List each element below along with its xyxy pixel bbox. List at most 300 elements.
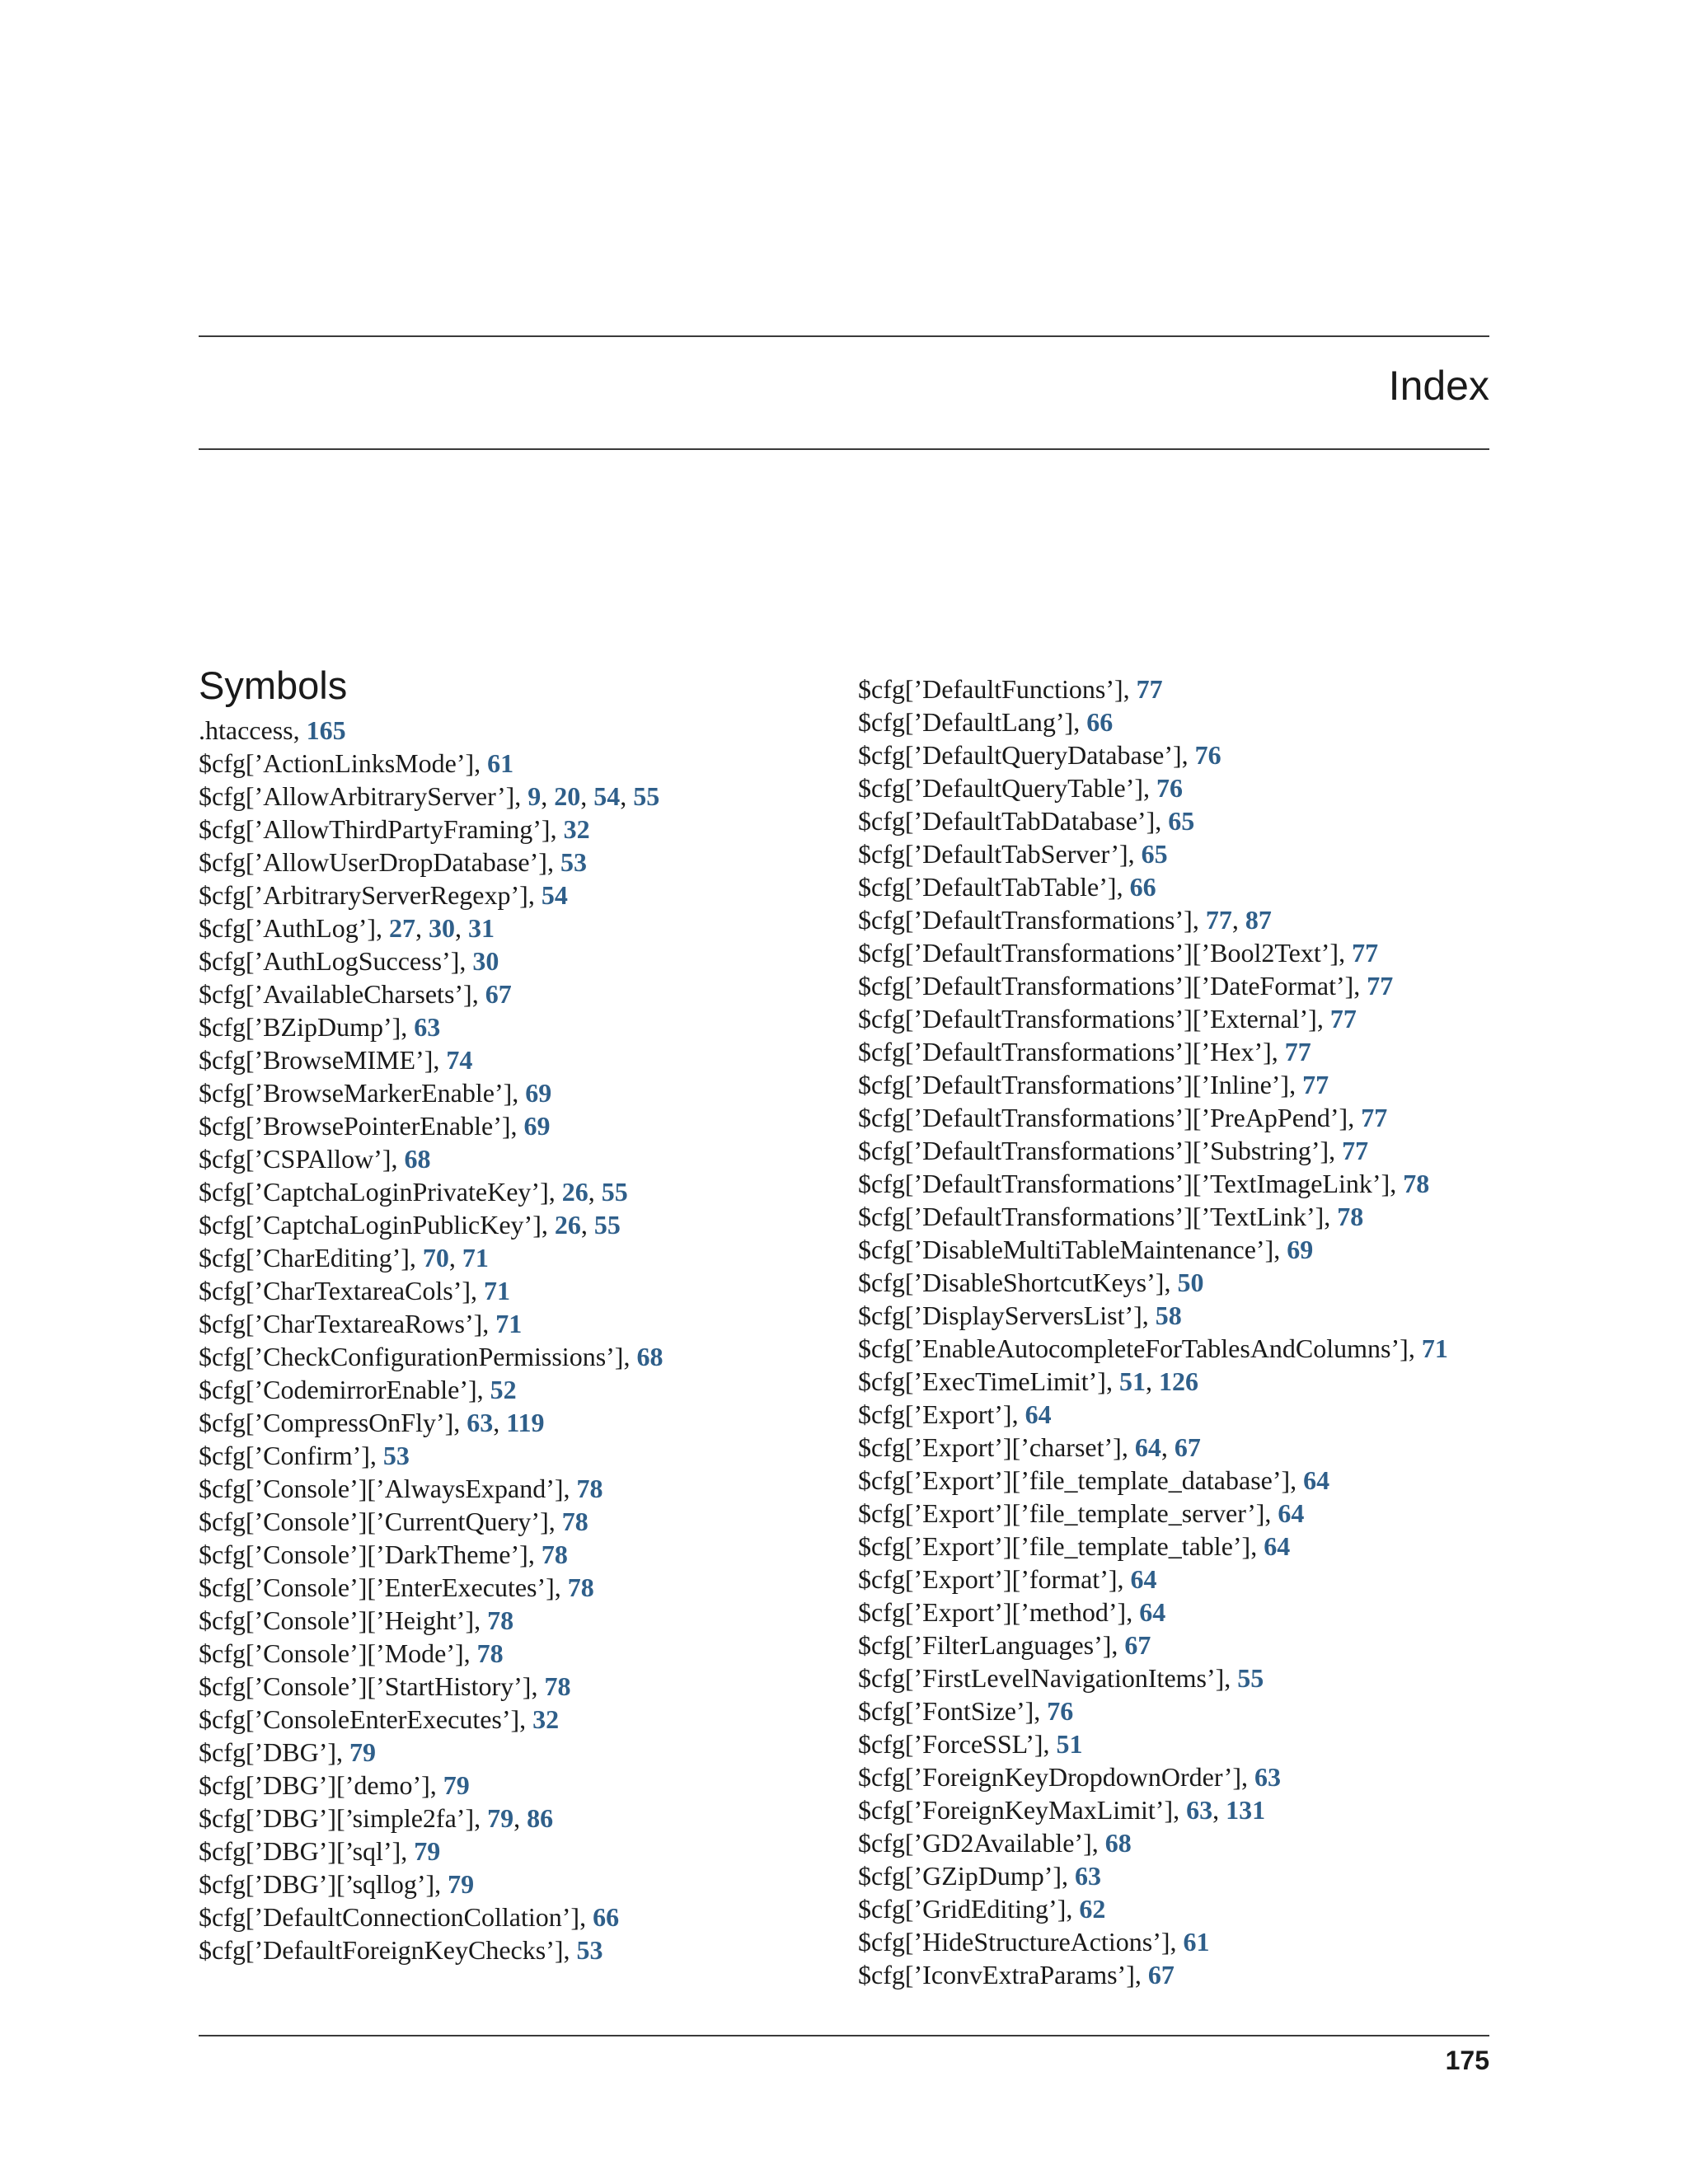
page-link[interactable]: 64 <box>1278 1498 1305 1528</box>
page-link[interactable]: 77 <box>1367 971 1394 1001</box>
page-link[interactable]: 76 <box>1194 740 1221 770</box>
index-entry: $cfg[’CodemirrorEnable’], 52 <box>199 1375 517 1404</box>
page-link[interactable]: 64 <box>1139 1597 1166 1627</box>
page-references <box>490 1375 517 1404</box>
index-term: $cfg[’Console’][’DarkTheme’] <box>199 1540 528 1569</box>
index-term: $cfg[’AuthLog’] <box>199 913 377 943</box>
index-entry: $cfg[’DefaultTabServer’], 65 <box>858 839 1168 869</box>
page-link[interactable]: 55 <box>1237 1663 1264 1693</box>
page-references <box>472 946 499 976</box>
index-entry: $cfg[’Console’][’DarkTheme’], 78 <box>199 1540 568 1569</box>
page-references <box>487 748 513 778</box>
page-references <box>1156 773 1183 803</box>
page-references: 9, 20, 54, 55 <box>528 781 660 811</box>
page-link[interactable]: 66 <box>593 1902 620 1932</box>
index-entry: $cfg[’ForeignKeyMaxLimit’], 63, 131 <box>858 1795 1266 1825</box>
index-term: $cfg[’ArbitraryServerRegexp’] <box>199 880 528 910</box>
page-link[interactable]: 65 <box>1168 806 1195 836</box>
index-term: $cfg[’AuthLogSuccess’] <box>199 946 460 976</box>
index-term: $cfg[’DBG’][’simple2fa’] <box>199 1803 475 1833</box>
page-references <box>560 847 587 877</box>
page-references <box>564 814 590 844</box>
page-link[interactable]: 76 <box>1047 1696 1074 1726</box>
page-link[interactable]: 70 <box>422 1243 449 1272</box>
index-entry: $cfg[’Confirm’], 53 <box>199 1441 410 1470</box>
index-entry: $cfg[’DisableShortcutKeys’], 50 <box>858 1268 1204 1297</box>
index-entry: $cfg[’CheckConfigurationPermissions’], 68 <box>199 1342 663 1371</box>
index-term: $cfg[’DefaultFunctions’] <box>858 674 1123 704</box>
page-link[interactable]: 71 <box>484 1276 511 1305</box>
index-term: $cfg[’AllowUserDropDatabase’] <box>199 847 547 877</box>
page-link[interactable]: 78 <box>1337 1202 1364 1231</box>
index-entry: $cfg[’DisableMultiTableMaintenance’], 69 <box>858 1235 1314 1264</box>
page-references <box>1057 1729 1083 1759</box>
page-link[interactable]: 67 <box>1174 1432 1201 1462</box>
index-entry: $cfg[’FirstLevelNavigationItems’], 55 <box>858 1663 1264 1693</box>
page-link[interactable]: 78 <box>487 1605 514 1635</box>
index-entry: $cfg[’DefaultTransformations’][’DateFormat’], 77 <box>858 971 1394 1001</box>
page-link[interactable]: 66 <box>1129 872 1156 902</box>
page-references <box>1025 1399 1052 1429</box>
page-link[interactable]: 78 <box>576 1474 603 1503</box>
page-link[interactable]: 79 <box>448 1869 475 1899</box>
page-references: 79, 86 <box>487 1803 554 1833</box>
index-term: $cfg[’DefaultTransformations’][’Substring’] <box>858 1136 1329 1165</box>
page-link[interactable]: 79 <box>414 1836 441 1866</box>
page-link[interactable]: 27 <box>389 913 416 943</box>
page-link[interactable]: 77 <box>1329 1004 1357 1033</box>
page-link[interactable]: 64 <box>1134 1432 1161 1462</box>
page-link[interactable]: 63 <box>414 1012 441 1042</box>
page-link[interactable]: 52 <box>490 1375 517 1404</box>
index-term: $cfg[’BrowseMIME’] <box>199 1045 434 1075</box>
page-link[interactable]: 79 <box>349 1737 377 1767</box>
page-references <box>484 1276 510 1305</box>
page-references <box>1264 1531 1290 1561</box>
index-entry: $cfg[’EnableAutocompleteForTablesAndColumns’], 71 <box>858 1333 1448 1363</box>
page-link[interactable]: 79 <box>443 1770 470 1800</box>
page-references <box>1237 1663 1264 1693</box>
page-link[interactable]: 61 <box>1183 1927 1210 1957</box>
page-link[interactable]: 50 <box>1177 1268 1204 1297</box>
index-entry: $cfg[’DisplayServersList’], 58 <box>858 1301 1182 1330</box>
index-term: $cfg[’Export’][’file_template_server’] <box>858 1498 1265 1528</box>
index-entry: $cfg[’ArbitraryServerRegexp’], 54 <box>199 880 568 910</box>
index-term: $cfg[’DefaultConnectionCollation’] <box>199 1902 580 1932</box>
index-entry: $cfg[’GZipDump’], 63 <box>858 1861 1102 1891</box>
page-references: 63, 119 <box>467 1408 545 1437</box>
page-link[interactable]: 71 <box>1421 1333 1448 1363</box>
index-entry: $cfg[’DefaultTransformations’][’Bool2Text’], 77 <box>858 938 1379 968</box>
index-entry: $cfg[’CaptchaLoginPublicKey’], 26, 55 <box>199 1210 621 1240</box>
page-references <box>525 1078 551 1108</box>
page-link[interactable]: 76 <box>1156 773 1184 803</box>
page-references <box>414 1012 440 1042</box>
index-entry: $cfg[’DBG’][’demo’], 79 <box>199 1770 470 1800</box>
page-references <box>349 1737 376 1767</box>
index-term: $cfg[’CharTextareaCols’] <box>199 1276 471 1305</box>
page-link[interactable]: 68 <box>404 1144 431 1174</box>
index-entry: $cfg[’DefaultTransformations’][’Hex’], 77 <box>858 1037 1311 1066</box>
page-link[interactable]: 53 <box>382 1441 410 1470</box>
page-references <box>1130 872 1156 902</box>
page-references <box>443 1770 470 1800</box>
page-link[interactable]: 63 <box>1254 1762 1282 1792</box>
index-term: $cfg[’Export’][’charset’] <box>858 1432 1122 1462</box>
index-term: $cfg[’DefaultTabDatabase’] <box>858 806 1156 836</box>
page-references <box>1148 1960 1175 1990</box>
page-link[interactable]: 64 <box>1303 1465 1330 1495</box>
page-link[interactable]: 69 <box>1287 1235 1314 1264</box>
page-link[interactable]: 64 <box>1264 1531 1291 1561</box>
index-entry: $cfg[’CompressOnFly’], 63, 119 <box>199 1408 545 1437</box>
index-term: $cfg[’DisplayServersList’] <box>858 1301 1142 1330</box>
index-entry: $cfg[’CharTextareaCols’], 71 <box>199 1276 511 1305</box>
page-link[interactable]: 77 <box>1205 905 1232 935</box>
index-term: $cfg[’AllowArbitraryServer’] <box>199 781 515 811</box>
page-references <box>1285 1037 1311 1066</box>
index-term: $cfg[’DefaultTransformations’][’Hex’] <box>858 1037 1272 1066</box>
page-references <box>1303 1465 1329 1495</box>
page-references <box>1287 1235 1313 1264</box>
index-term: $cfg[’DefaultTransformations’][’External’] <box>858 1004 1317 1033</box>
index-term: $cfg[’DefaultQueryTable’] <box>858 773 1144 803</box>
title-rule <box>199 448 1489 450</box>
index-entry: $cfg[’DefaultLang’], 66 <box>858 707 1114 737</box>
index-column-left <box>199 714 825 1966</box>
page-link[interactable]: 77 <box>1361 1103 1388 1132</box>
index-entry: $cfg[’ExecTimeLimit’], 51, 126 <box>858 1366 1198 1396</box>
page-link[interactable]: 26 <box>561 1177 588 1207</box>
index-entry: $cfg[’DefaultQueryDatabase’], 76 <box>858 740 1221 770</box>
page-link[interactable]: 79 <box>487 1803 514 1833</box>
page-references <box>1079 1894 1105 1924</box>
page-link[interactable]: 87 <box>1245 905 1272 935</box>
index-term: $cfg[’DBG’] <box>199 1737 337 1767</box>
page-references <box>404 1144 430 1174</box>
index-entry: $cfg[’DefaultTabDatabase’], 65 <box>858 806 1195 836</box>
index-term: $cfg[’AllowThirdPartyFraming’] <box>199 814 551 844</box>
index-term: $cfg[’Export’][’format’] <box>858 1564 1118 1594</box>
page-link[interactable]: 71 <box>495 1309 523 1338</box>
index-entry: $cfg[’DBG’][’simple2fa’], 79, 86 <box>199 1803 554 1833</box>
page-references <box>1403 1169 1429 1198</box>
page-link[interactable]: 20 <box>554 781 581 811</box>
page-references <box>593 1902 619 1932</box>
index-entry: $cfg[’DefaultQueryTable’], 76 <box>858 773 1184 803</box>
index-entry: $cfg[’AllowArbitraryServer’], 9, 20, 54, 55 <box>199 781 660 811</box>
index-term: $cfg[’Console’][’StartHistory’] <box>199 1671 532 1701</box>
page-references <box>1302 1070 1329 1099</box>
page-references: 51, 126 <box>1118 1366 1198 1396</box>
index-entry: $cfg[’Console’][’StartHistory’], 78 <box>199 1671 571 1701</box>
page-link[interactable]: 78 <box>567 1572 594 1602</box>
page-link[interactable]: 26 <box>554 1210 581 1240</box>
page-references <box>1278 1498 1304 1528</box>
page-link[interactable]: 77 <box>1342 1136 1369 1165</box>
page-link[interactable]: 53 <box>576 1935 603 1965</box>
index-entry: $cfg[’Console’][’CurrentQuery’], 78 <box>199 1507 588 1536</box>
index-entry: $cfg[’AuthLog’], 27, 30, 31 <box>199 913 495 943</box>
index-term: $cfg[’FilterLanguages’] <box>858 1630 1112 1660</box>
index-term: $cfg[’ConsoleEnterExecutes’] <box>199 1704 520 1734</box>
index-entry: $cfg[’CharTextareaRows’], 71 <box>199 1309 523 1338</box>
page-link[interactable]: 51 <box>1118 1366 1146 1396</box>
page-references <box>446 1045 472 1075</box>
page-link[interactable]: 54 <box>541 880 568 910</box>
index-entry: $cfg[’DBG’][’sql’], 79 <box>199 1836 441 1866</box>
page-link[interactable]: 165 <box>306 715 346 745</box>
page-references <box>495 1309 522 1338</box>
page-link[interactable]: 30 <box>429 913 456 943</box>
index-term: $cfg[’Console’][’Height’] <box>199 1605 475 1635</box>
page-link[interactable]: 31 <box>468 913 495 943</box>
page-references <box>524 1111 551 1141</box>
index-term: $cfg[’CaptchaLoginPrivateKey’] <box>199 1177 549 1207</box>
page-references <box>1156 1301 1182 1330</box>
page-references: 63, 131 <box>1186 1795 1266 1825</box>
index-entry: $cfg[’BrowseMIME’], 74 <box>199 1045 473 1075</box>
page-references <box>1131 1564 1157 1594</box>
index-term: $cfg[’Console’][’CurrentQuery’] <box>199 1507 549 1536</box>
index-entry: $cfg[’BZipDump’], 63 <box>199 1012 441 1042</box>
page-references <box>1422 1333 1448 1363</box>
index-entry: .htaccess, 165 <box>199 715 346 745</box>
index-entry: $cfg[’Export’][’format’], 64 <box>858 1564 1157 1594</box>
page-references <box>568 1572 594 1602</box>
index-entry: $cfg[’Console’][’EnterExecutes’], 78 <box>199 1572 594 1602</box>
page-link[interactable]: 55 <box>593 1210 621 1240</box>
index-term: $cfg[’DefaultTransformations’][’TextImageLink’] <box>858 1169 1390 1198</box>
page-references <box>448 1869 474 1899</box>
page-link[interactable]: 63 <box>467 1408 494 1437</box>
index-term: $cfg[’DefaultTabServer’] <box>858 839 1128 869</box>
page-link[interactable]: 126 <box>1158 1366 1198 1396</box>
page-references: 64, 67 <box>1134 1432 1201 1462</box>
index-term: $cfg[’CaptchaLoginPublicKey’] <box>199 1210 542 1240</box>
page-references: 77, 87 <box>1205 905 1272 935</box>
page-link[interactable]: 55 <box>601 1177 628 1207</box>
index-term: $cfg[’DefaultTransformations’][’TextLink’] <box>858 1202 1325 1231</box>
page-references <box>1075 1861 1101 1891</box>
page-link[interactable]: 77 <box>1284 1037 1311 1066</box>
page-link[interactable]: 63 <box>1186 1795 1213 1825</box>
page-link[interactable]: 67 <box>1124 1630 1151 1660</box>
index-entry: $cfg[’CharEditing’], 70, 71 <box>199 1243 489 1272</box>
page-link[interactable]: 71 <box>462 1243 489 1272</box>
page-link[interactable]: 67 <box>1147 1960 1175 1990</box>
page-link[interactable]: 69 <box>525 1078 552 1108</box>
page-references <box>383 1441 410 1470</box>
page-link[interactable]: 61 <box>487 748 514 778</box>
index-term: $cfg[’CodemirrorEnable’] <box>199 1375 477 1404</box>
index-term: $cfg[’DefaultTransformations’][’Inline’] <box>858 1070 1290 1099</box>
page-link[interactable]: 55 <box>633 781 660 811</box>
index-term: $cfg[’DefaultTransformations’][’PreApPend’] <box>858 1103 1348 1132</box>
page-link[interactable]: 78 <box>561 1507 588 1536</box>
page-references <box>577 1935 603 1965</box>
page-references <box>1361 1103 1387 1132</box>
footer-rule <box>199 2035 1489 2036</box>
page-link[interactable]: 131 <box>1226 1795 1266 1825</box>
page-references <box>485 979 512 1009</box>
index-term: $cfg[’CSPAllow’] <box>199 1144 392 1174</box>
index-term: $cfg[’Export’][’method’] <box>858 1597 1127 1627</box>
index-term: .htaccess <box>199 715 293 745</box>
index-term: $cfg[’DBG’][’sqllog’] <box>199 1869 435 1899</box>
page-link[interactable]: 32 <box>532 1704 560 1734</box>
index-term: $cfg[’GD2Available’] <box>858 1828 1092 1858</box>
index-term: $cfg[’ForeignKeyDropdownOrder’] <box>858 1762 1242 1792</box>
page-references: 26, 55 <box>554 1210 621 1240</box>
page-link[interactable]: 78 <box>476 1638 504 1668</box>
index-term: $cfg[’CharTextareaRows’] <box>199 1309 483 1338</box>
index-entry: $cfg[’GridEditing’], 62 <box>858 1894 1106 1924</box>
index-entry: $cfg[’BrowseMarkerEnable’], 69 <box>199 1078 552 1108</box>
index-term: $cfg[’Export’] <box>858 1399 1012 1429</box>
index-term: $cfg[’Confirm’] <box>199 1441 370 1470</box>
page-link[interactable]: 54 <box>593 781 621 811</box>
page-link[interactable]: 9 <box>528 781 542 811</box>
page-link[interactable]: 62 <box>1079 1894 1106 1924</box>
index-term: $cfg[’DBG’][’demo’] <box>199 1770 430 1800</box>
page-link[interactable]: 77 <box>1352 938 1379 968</box>
page-link[interactable]: 77 <box>1302 1070 1329 1099</box>
page-number: 175 <box>1445 2046 1489 2075</box>
page-link[interactable]: 78 <box>1403 1169 1430 1198</box>
index-term: $cfg[’AvailableCharsets’] <box>199 979 472 1009</box>
index-entry: $cfg[’DefaultTransformations’][’TextImageLink’], 78 <box>858 1169 1430 1198</box>
index-term: $cfg[’DefaultLang’] <box>858 707 1074 737</box>
index-term: $cfg[’DBG’][’sql’] <box>199 1836 401 1866</box>
index-entry: $cfg[’DefaultTabTable’], 66 <box>858 872 1156 902</box>
page-link[interactable]: 77 <box>1136 674 1163 704</box>
index-entry: $cfg[’DefaultTransformations’][’Inline’], 77 <box>858 1070 1329 1099</box>
index-term: $cfg[’ExecTimeLimit’] <box>858 1366 1106 1396</box>
index-entry: $cfg[’FontSize’], 76 <box>858 1696 1074 1726</box>
page-references <box>487 1605 513 1635</box>
index-entry: $cfg[’DefaultTransformations’][’Substring’], 77 <box>858 1136 1369 1165</box>
page-references <box>477 1638 504 1668</box>
page-link[interactable]: 119 <box>506 1408 545 1437</box>
index-entry: $cfg[’ForceSSL’], 51 <box>858 1729 1083 1759</box>
index-entry: $cfg[’DefaultTransformations’], 77, 87 <box>858 905 1272 935</box>
index-term: $cfg[’CheckConfigurationPermissions’] <box>199 1342 624 1371</box>
index-term: $cfg[’DefaultTabTable’] <box>858 872 1117 902</box>
page-link[interactable]: 53 <box>560 847 587 877</box>
index-entry: $cfg[’AllowUserDropDatabase’], 53 <box>199 847 587 877</box>
index-entry: $cfg[’GD2Available’], 68 <box>858 1828 1132 1858</box>
page-link[interactable]: 68 <box>1104 1828 1132 1858</box>
page-references <box>1137 674 1163 704</box>
index-entry: $cfg[’DefaultFunctions’], 77 <box>858 674 1163 704</box>
page-references <box>1105 1828 1132 1858</box>
index-term: $cfg[’CompressOnFly’] <box>199 1408 454 1437</box>
page-link[interactable]: 58 <box>1155 1301 1182 1330</box>
index-entry: $cfg[’Console’][’Mode’], 78 <box>199 1638 504 1668</box>
index-entry: $cfg[’Export’][’method’], 64 <box>858 1597 1166 1627</box>
page-references <box>544 1671 570 1701</box>
index-term: $cfg[’DefaultForeignKeyChecks’] <box>199 1935 564 1965</box>
page-references <box>1367 971 1393 1001</box>
index-term: $cfg[’CharEditing’] <box>199 1243 410 1272</box>
index-entry: $cfg[’DefaultConnectionCollation’], 66 <box>199 1902 620 1932</box>
index-entry: $cfg[’Console’][’AlwaysExpand’], 78 <box>199 1474 603 1503</box>
index-entry: $cfg[’FilterLanguages’], 67 <box>858 1630 1151 1660</box>
index-term: $cfg[’DefaultTransformations’][’DateFormat’] <box>858 971 1354 1001</box>
page-references <box>1168 806 1194 836</box>
page-link[interactable]: 64 <box>1025 1399 1052 1429</box>
index-entry: $cfg[’AuthLogSuccess’], 30 <box>199 946 499 976</box>
index-entry: $cfg[’Console’][’Height’], 78 <box>199 1605 514 1635</box>
page-references <box>1195 740 1221 770</box>
index-entry: $cfg[’CaptchaLoginPrivateKey’], 26, 55 <box>199 1177 628 1207</box>
page-link[interactable]: 64 <box>1130 1564 1157 1594</box>
page-references: 26, 55 <box>561 1177 628 1207</box>
index-term: $cfg[’BrowsePointerEnable’] <box>199 1111 511 1141</box>
index-term: $cfg[’HideStructureActions’] <box>858 1927 1170 1957</box>
page-link[interactable]: 78 <box>544 1671 571 1701</box>
page-references: 70, 71 <box>422 1243 489 1272</box>
page-link[interactable]: 51 <box>1056 1729 1083 1759</box>
index-entry: $cfg[’DefaultForeignKeyChecks’], 53 <box>199 1935 603 1965</box>
index-entry: $cfg[’Export’][’file_template_database’], 64 <box>858 1465 1330 1495</box>
index-entry: $cfg[’DefaultTransformations’][’External’], 77 <box>858 1004 1357 1033</box>
index-term: $cfg[’ForceSSL’] <box>858 1729 1043 1759</box>
page-references <box>542 1540 568 1569</box>
index-entry: $cfg[’Export’][’charset’], 64, 67 <box>858 1432 1201 1462</box>
index-entry: $cfg[’AllowThirdPartyFraming’], 32 <box>199 814 590 844</box>
page-link[interactable]: 30 <box>472 946 499 976</box>
index-entry: $cfg[’DBG’][’sqllog’], 79 <box>199 1869 475 1899</box>
page-link[interactable]: 66 <box>1086 707 1114 737</box>
page-link[interactable]: 74 <box>446 1045 473 1075</box>
index-term: $cfg[’EnableAutocompleteForTablesAndColumns’] <box>858 1333 1409 1363</box>
page-link[interactable]: 86 <box>527 1803 554 1833</box>
index-term: $cfg[’ForeignKeyMaxLimit’] <box>858 1795 1174 1825</box>
page-references <box>307 715 346 745</box>
page-references <box>1254 1762 1281 1792</box>
page-references <box>1124 1630 1151 1660</box>
page-link[interactable]: 69 <box>523 1111 551 1141</box>
index-entry: $cfg[’HideStructureActions’], 61 <box>858 1927 1210 1957</box>
index-term: $cfg[’Export’][’file_template_database’] <box>858 1465 1291 1495</box>
index-entry: $cfg[’AvailableCharsets’], 67 <box>199 979 512 1009</box>
page-references <box>577 1474 603 1503</box>
page-link[interactable]: 63 <box>1075 1861 1102 1891</box>
page-link[interactable]: 65 <box>1141 839 1168 869</box>
page-link[interactable]: 32 <box>563 814 590 844</box>
index-term: $cfg[’Console’][’EnterExecutes’] <box>199 1572 555 1602</box>
index-term: $cfg[’FirstLevelNavigationItems’] <box>858 1663 1225 1693</box>
index-entry: $cfg[’CSPAllow’], 68 <box>199 1144 431 1174</box>
index-term: $cfg[’DefaultTransformations’] <box>858 905 1193 935</box>
index-entry: $cfg[’DefaultTransformations’][’TextLink’], 78 <box>858 1202 1364 1231</box>
page-references <box>1352 938 1378 968</box>
index-term: $cfg[’BrowseMarkerEnable’] <box>199 1078 513 1108</box>
index-entry: $cfg[’DBG’], 79 <box>199 1737 377 1767</box>
index-term: $cfg[’DisableShortcutKeys’] <box>858 1268 1165 1297</box>
page-link[interactable]: 67 <box>485 979 512 1009</box>
page-references <box>532 1704 559 1734</box>
page-link[interactable]: 78 <box>541 1540 568 1569</box>
page-link[interactable]: 68 <box>636 1342 663 1371</box>
index-term: $cfg[’DefaultTransformations’][’Bool2Text’] <box>858 938 1339 968</box>
index-column-right <box>858 673 1501 1991</box>
index-entry: $cfg[’Export’], 64 <box>858 1399 1052 1429</box>
index-term: $cfg[’Export’][’file_template_table’] <box>858 1531 1251 1561</box>
page-references <box>1184 1927 1210 1957</box>
